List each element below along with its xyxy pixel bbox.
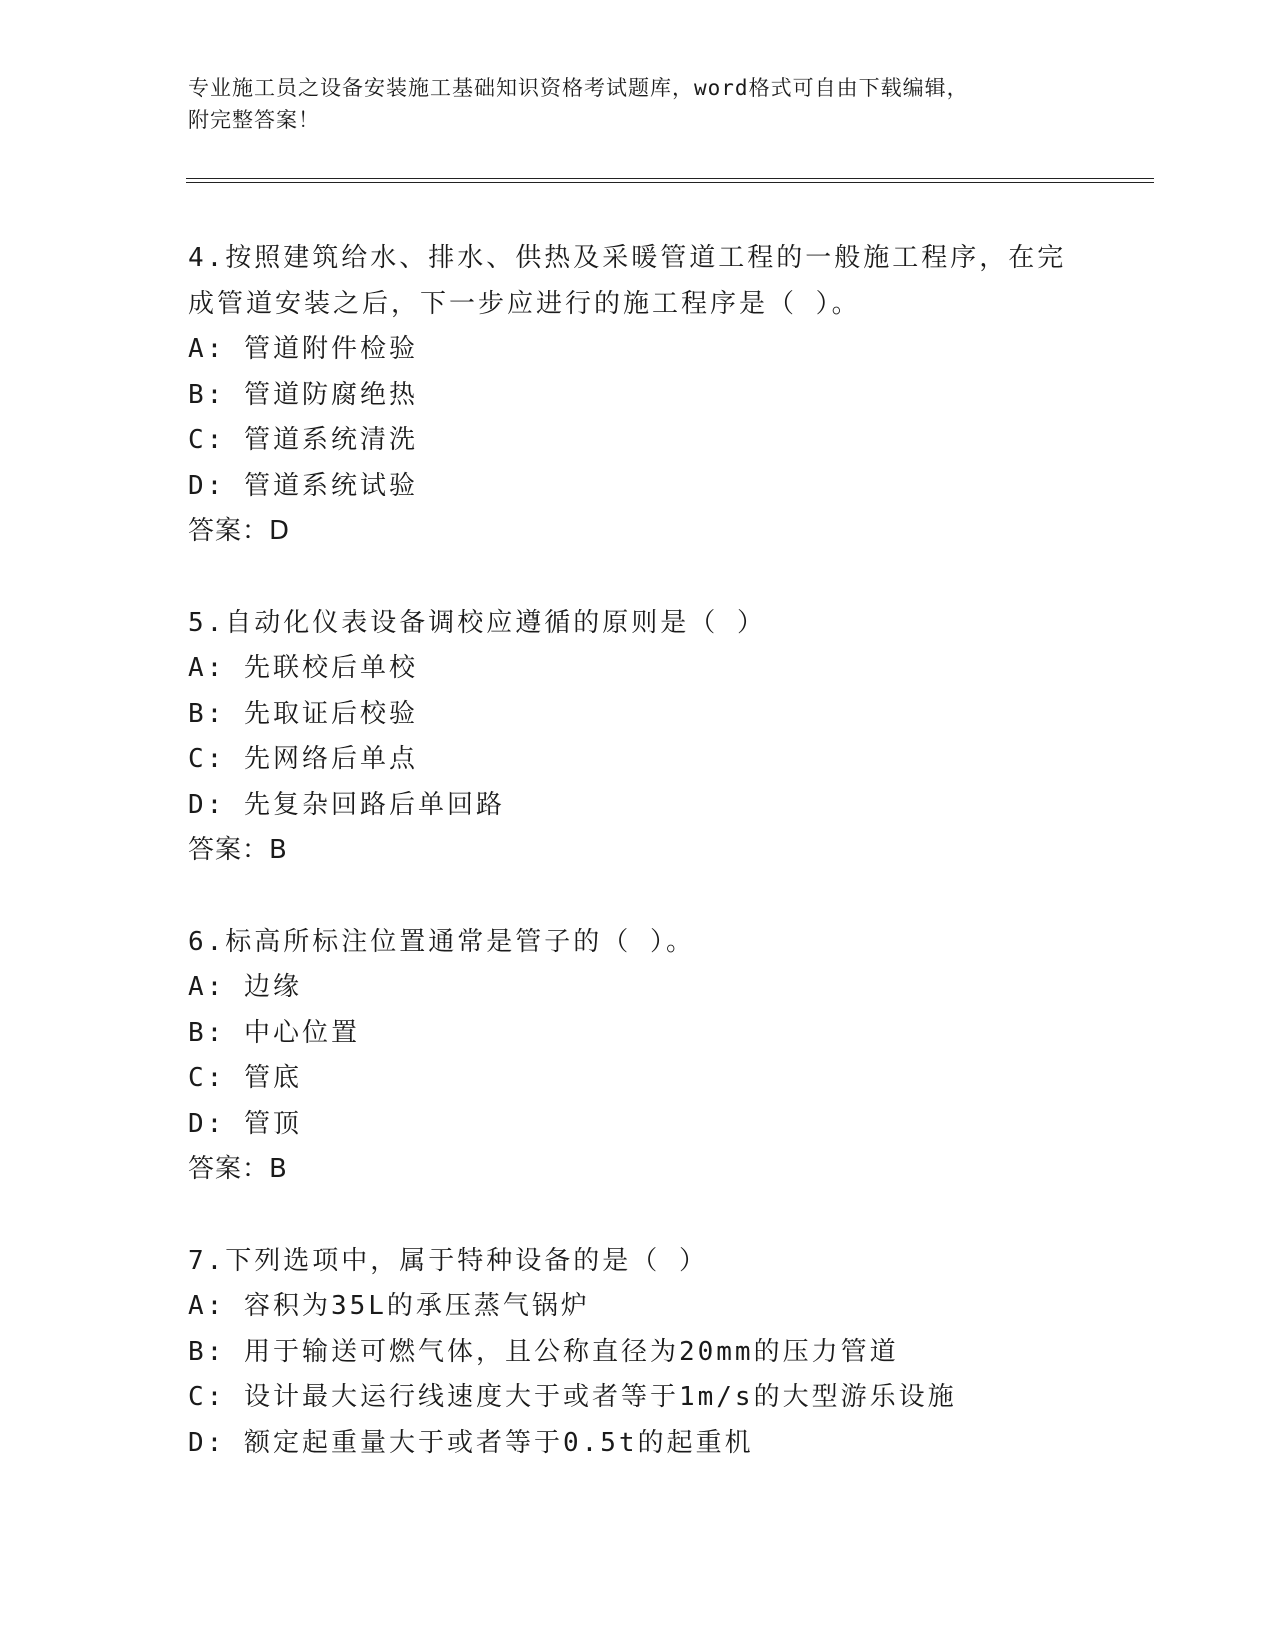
option-d: D: 管顶 [188, 1108, 302, 1139]
answer-label: 答案： [188, 516, 270, 546]
option-c: C: 管底 [188, 1063, 302, 1093]
option-d: D: 额定起重量大于或者等于0.5t的起重机 [188, 1427, 754, 1458]
answer-line [188, 1147, 1148, 1193]
question-6 [188, 920, 1148, 1193]
question-7 [188, 1239, 1148, 1467]
option-a: A: 先联校后单校 [188, 653, 418, 683]
header-divider-bottom [186, 182, 1154, 183]
question-stem: 4.按照建筑给水、排水、供热及采暖管道工程的一般施工程序，在完 [188, 243, 1067, 273]
question-4 [188, 236, 1148, 555]
answer-line [188, 509, 1148, 555]
answer-value: B [269, 1154, 288, 1184]
option-c: C: 先网络后单点 [188, 744, 418, 774]
option-d: D: 管道系统试验 [188, 470, 418, 501]
answer-line [188, 828, 1148, 874]
option-b: B: 管道防腐绝热 [188, 379, 418, 410]
option-b: B: 中心位置 [188, 1017, 360, 1048]
option-c: C: 管道系统清洗 [188, 425, 418, 455]
answer-label: 答案： [188, 835, 270, 865]
option-a: A: 容积为35L的承压蒸气锅炉 [188, 1291, 590, 1321]
answer-value: B [269, 835, 288, 865]
option-c: C: 设计最大运行线速度大于或者等于1m/s的大型游乐设施 [188, 1382, 957, 1412]
option-b: B: 先取证后校验 [188, 698, 418, 729]
question-stem: 6.标高所标注位置通常是管子的（ ）。 [188, 926, 695, 957]
option-a: A: 管道附件检验 [188, 334, 418, 364]
document-header [188, 72, 1088, 136]
question-stem: 7.下列选项中，属于特种设备的是（ ） [188, 1245, 708, 1276]
question-stem-continued: 成管道安装之后，下一步应进行的施工程序是（ ）。 [188, 288, 861, 319]
header-divider-top [186, 178, 1154, 179]
option-a: A: 边缘 [188, 972, 302, 1002]
question-list [188, 236, 1148, 1512]
option-d: D: 先复杂回路后单回路 [188, 789, 505, 820]
header-line-2: 附完整答案！ [188, 108, 320, 132]
question-5 [188, 601, 1148, 874]
question-stem: 5.自动化仪表设备调校应遵循的原则是（ ） [188, 607, 766, 638]
answer-label: 答案： [188, 1154, 270, 1184]
answer-value: D [269, 516, 291, 546]
header-line-1: 专业施工员之设备安装施工基础知识资格考试题库，word格式可自由下载编辑， [188, 76, 969, 100]
option-b: B: 用于输送可燃气体，且公称直径为20mm的压力管道 [188, 1336, 899, 1367]
